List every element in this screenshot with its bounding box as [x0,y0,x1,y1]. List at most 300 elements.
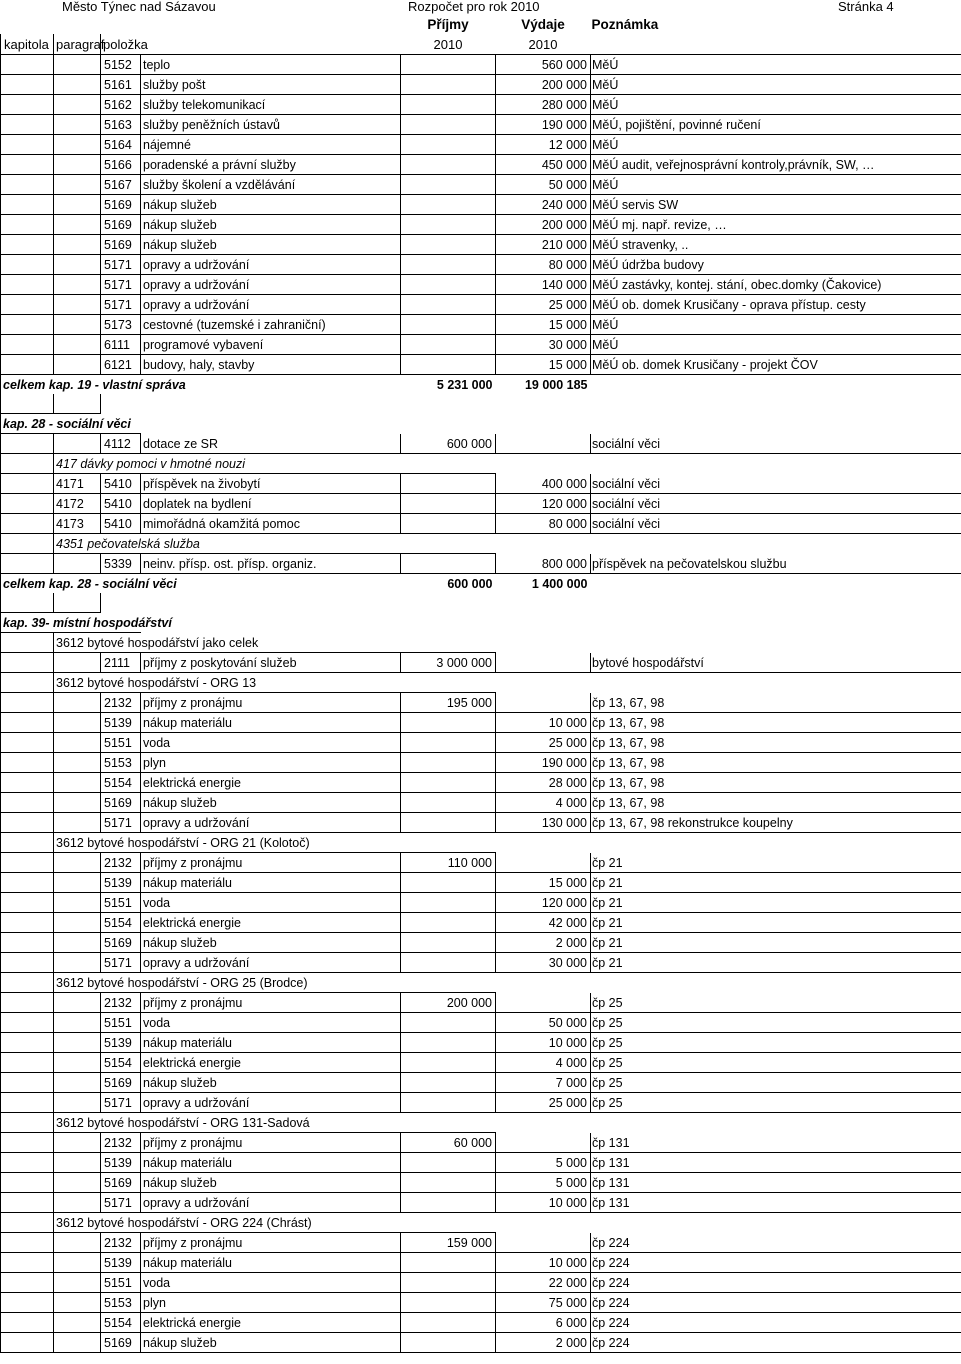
item-prijmy [401,733,496,753]
item-code: 5166 [101,155,141,175]
item-code: 5169 [101,793,141,813]
spacer-row [1,593,961,613]
item-code: 5154 [101,913,141,933]
item-vydaje: 7 000 [496,1073,591,1093]
item-code: 5171 [101,953,141,973]
item-note: čp 25 [591,1053,961,1073]
item-prijmy [401,215,496,235]
item-code: 4112 [101,434,141,454]
item-prijmy [401,494,496,514]
item-name: poradenské a právní služby [141,155,401,175]
item-vydaje: 25 000 [496,1093,591,1113]
item-prijmy [401,135,496,155]
item-name: nákup služeb [141,1073,401,1093]
item-vydaje: 6 000 [496,1313,591,1333]
item-code: 6121 [101,355,141,375]
item-code: 5151 [101,1273,141,1293]
table-row [1,1273,961,1293]
item-note: MěÚ ob. domek Krusičany - oprava přístup. cesty [591,295,961,315]
item-prijmy [401,115,496,135]
item-vydaje: 800 000 [496,554,591,574]
item-vydaje: 120 000 [496,893,591,913]
item-name: mimořádná okamžitá pomoc [141,514,401,534]
table-row [1,873,961,893]
item-prijmy [401,933,496,953]
table-row [1,753,961,773]
budget-title: Rozpočet pro rok 2010 [408,0,540,14]
item-note: čp 13, 67, 98 [591,773,961,793]
item-name: nákup služeb [141,215,401,235]
item-name: příjmy z pronájmu [141,993,401,1013]
item-name: příjmy z pronájmu [141,693,401,713]
table-row [1,1013,961,1033]
table-row [1,1253,961,1273]
item-prijmy: 159 000 [401,1233,496,1253]
item-name: opravy a udržování [141,813,401,833]
item-name: elektrická energie [141,913,401,933]
item-code: 5151 [101,733,141,753]
item-prijmy [401,355,496,375]
item-note: sociální věci [591,474,961,494]
item-vydaje: 210 000 [496,235,591,255]
item-code: 5171 [101,255,141,275]
table-row [1,135,961,155]
item-paragraph: 4171 [54,474,101,494]
item-name: neinv. přísp. ost. přísp. organiz. [141,554,401,574]
item-prijmy [401,953,496,973]
item-code: 5169 [101,235,141,255]
item-vydaje: 15 000 [496,873,591,893]
table-row [1,933,961,953]
table-row [1,993,961,1013]
chapter-total-row [1,574,961,594]
chapter-caption: kap. 39- místní hospodářství [1,613,141,633]
item-prijmy [401,175,496,195]
item-note: čp 131 [591,1193,961,1213]
total-vydaje: 19 000 185 [524,378,588,392]
item-name: nákup služeb [141,793,401,813]
item-prijmy [401,1173,496,1193]
item-code: 5139 [101,1033,141,1053]
item-prijmy [401,1013,496,1033]
table-row [1,434,961,454]
item-prijmy [401,793,496,813]
item-name: příjmy z pronájmu [141,853,401,873]
item-code: 2132 [101,993,141,1013]
table-row [1,853,961,873]
item-prijmy [401,1053,496,1073]
table-row [1,1173,961,1193]
item-prijmy [401,315,496,335]
item-prijmy [401,295,496,315]
item-prijmy [401,1253,496,1273]
item-prijmy: 195 000 [401,693,496,713]
item-vydaje: 10 000 [496,713,591,733]
item-code: 5171 [101,295,141,315]
item-vydaje [496,693,591,713]
item-name: voda [141,1273,401,1293]
item-prijmy [401,813,496,833]
item-code: 5339 [101,554,141,574]
table-row [1,1093,961,1113]
total-vydaje: 1 400 000 [531,577,588,591]
item-code: 6111 [101,335,141,355]
item-note: MěÚ údržba budovy [591,255,961,275]
table-row [1,335,961,355]
item-name: programové vybavení [141,335,401,355]
item-code: 2132 [101,693,141,713]
item-vydaje: 75 000 [496,1293,591,1313]
item-note: MěÚ, pojištění, povinné ručení [591,115,961,135]
item-note: čp 131 [591,1153,961,1173]
group-row [1,454,961,474]
table-row [1,953,961,973]
item-prijmy [401,913,496,933]
budget-table [0,14,961,1353]
table-row [1,893,961,913]
item-name: nájemné [141,135,401,155]
item-code: 5153 [101,753,141,773]
item-vydaje: 30 000 [496,953,591,973]
item-vydaje: 10 000 [496,1033,591,1053]
item-name: nákup materiálu [141,873,401,893]
item-note: čp 21 [591,933,961,953]
item-prijmy [401,1293,496,1313]
item-note: čp 13, 67, 98 [591,753,961,773]
item-code: 5161 [101,75,141,95]
item-vydaje: 5 000 [496,1173,591,1193]
item-vydaje: 15 000 [496,355,591,375]
item-code: 2132 [101,1133,141,1153]
item-paragraph: 4173 [54,514,101,534]
table-row [1,1233,961,1253]
item-prijmy [401,1333,496,1353]
item-name: voda [141,893,401,913]
item-code: 5169 [101,195,141,215]
item-note: sociální věci [591,514,961,534]
item-note: MěÚ [591,135,961,155]
col-header-vydaje: Výdaje [521,17,565,32]
header-row-2 [1,34,961,55]
item-name: cestovné (tuzemské i zahraniční) [141,315,401,335]
item-code: 5169 [101,1333,141,1353]
item-note: čp 131 [591,1173,961,1193]
item-vydaje: 28 000 [496,773,591,793]
group-row [1,833,961,853]
item-code: 5139 [101,1253,141,1273]
item-code: 5171 [101,813,141,833]
table-row [1,514,961,534]
item-code: 5151 [101,893,141,913]
table-row [1,75,961,95]
item-vydaje: 560 000 [496,55,591,75]
col-header-polozka: položka [101,34,401,55]
item-name: dotace ze SR [141,434,401,454]
item-name: služby peněžních ústavů [141,115,401,135]
item-code: 5171 [101,275,141,295]
item-note: MěÚ [591,175,961,195]
item-name: služby školení a vzdělávání [141,175,401,195]
item-vydaje [496,1133,591,1153]
item-name: elektrická energie [141,773,401,793]
item-note: MěÚ stravenky, .. [591,235,961,255]
item-name: nákup materiálu [141,1253,401,1273]
item-code: 5151 [101,1013,141,1033]
item-prijmy: 110 000 [401,853,496,873]
item-vydaje: 190 000 [496,753,591,773]
item-name: nákup služeb [141,1173,401,1193]
item-code: 5169 [101,215,141,235]
item-vydaje: 15 000 [496,315,591,335]
item-prijmy [401,75,496,95]
item-prijmy [401,753,496,773]
item-note: MěÚ [591,315,961,335]
group-row [1,534,961,554]
item-prijmy [401,1093,496,1113]
table-row [1,1153,961,1173]
group-label: 3612 bytové hospodářství - ORG 224 (Chrást) [54,1213,496,1233]
item-vydaje: 120 000 [496,494,591,514]
item-note: MěÚ zastávky, kontej. stání, obec.domky (Čakovice) [591,275,961,295]
item-code: 5410 [101,494,141,514]
table-row [1,1053,961,1073]
item-prijmy [401,335,496,355]
item-name: opravy a udržování [141,295,401,315]
item-name: opravy a udržování [141,953,401,973]
item-note: čp 25 [591,993,961,1013]
item-prijmy [401,195,496,215]
item-prijmy [401,1193,496,1213]
col-header-prijmy: Příjmy [427,17,469,32]
item-prijmy [401,275,496,295]
item-prijmy [401,1153,496,1173]
group-row [1,633,961,653]
town-name: Město Týnec nad Sázavou [62,0,216,14]
item-note: bytové hospodářství [591,653,961,673]
table-row [1,1313,961,1333]
item-name: nákup služeb [141,235,401,255]
group-row [1,1213,961,1233]
table-row [1,175,961,195]
item-name: nákup materiálu [141,1033,401,1053]
item-note: příspěvek na pečovatelskou službu [591,554,961,574]
item-prijmy [401,713,496,733]
item-vydaje: 50 000 [496,175,591,195]
item-code: 2132 [101,853,141,873]
table-row [1,1073,961,1093]
item-name: příspěvek na živobytí [141,474,401,494]
item-note: MěÚ [591,95,961,115]
table-row [1,653,961,673]
item-vydaje: 140 000 [496,275,591,295]
item-vydaje: 2 000 [496,1333,591,1353]
item-code: 5169 [101,1073,141,1093]
item-vydaje: 5 000 [496,1153,591,1173]
item-prijmy [401,155,496,175]
item-note: MěÚ ob. domek Krusičany - projekt ČOV [591,355,961,375]
item-code: 5410 [101,514,141,534]
item-paragraph: 4172 [54,494,101,514]
item-name: příjmy z poskytování služeb [141,653,401,673]
item-note: čp 224 [591,1233,961,1253]
item-vydaje: 2 000 [496,933,591,953]
item-vydaje: 50 000 [496,1013,591,1033]
item-name: služby telekomunikací [141,95,401,115]
item-prijmy [401,95,496,115]
chapter-caption-row [1,414,961,434]
item-name: opravy a udržování [141,255,401,275]
item-prijmy: 3 000 000 [401,653,496,673]
item-note: čp 224 [591,1293,961,1313]
item-name: služby pošt [141,75,401,95]
item-vydaje: 280 000 [496,95,591,115]
item-prijmy: 200 000 [401,993,496,1013]
table-row [1,1033,961,1053]
item-vydaje: 200 000 [496,215,591,235]
group-label: 3612 bytové hospodářství - ORG 21 (Kolotoč) [54,833,496,853]
chapter-caption-row [1,613,961,633]
item-code: 5163 [101,115,141,135]
item-note: MěÚ audit, veřejnosprávní kontroly,právník, SW, … [591,155,961,175]
item-code: 5171 [101,1193,141,1213]
item-note: čp 25 [591,1073,961,1093]
item-name: budovy, haly, stavby [141,355,401,375]
total-label: celkem kap. 19 - vlastní správa [1,375,401,395]
item-note: čp 21 [591,873,961,893]
col-header-poznamka: Poznámka [591,17,659,32]
item-name: elektrická energie [141,1053,401,1073]
item-code: 5139 [101,1153,141,1173]
item-note: čp 13, 67, 98 [591,693,961,713]
item-name: voda [141,733,401,753]
table-row [1,275,961,295]
group-label: 3612 bytové hospodářství - ORG 25 (Brodce) [54,973,496,993]
table-row [1,95,961,115]
table-row [1,1133,961,1153]
group-row [1,673,961,693]
item-name: opravy a udržování [141,1093,401,1113]
item-prijmy [401,773,496,793]
item-note: sociální věci [591,494,961,514]
table-row [1,1293,961,1313]
item-code: 5169 [101,1173,141,1193]
table-row [1,773,961,793]
item-code: 5169 [101,933,141,953]
item-vydaje [496,853,591,873]
total-prijmy: 600 000 [447,577,493,591]
item-vydaje: 10 000 [496,1253,591,1273]
table-row [1,554,961,574]
item-vydaje: 190 000 [496,115,591,135]
item-note: MěÚ [591,55,961,75]
page-header [0,0,960,14]
item-name: nákup materiálu [141,713,401,733]
item-name: příjmy z pronájmu [141,1133,401,1153]
item-prijmy [401,873,496,893]
table-row [1,355,961,375]
item-code: 5154 [101,773,141,793]
item-note: čp 21 [591,913,961,933]
item-name: voda [141,1013,401,1033]
item-name: doplatek na bydlení [141,494,401,514]
item-code: 5410 [101,474,141,494]
spacer-row [1,394,961,414]
item-name: nákup služeb [141,1333,401,1353]
col-header-paragraf: paragraf [54,34,101,55]
item-vydaje: 22 000 [496,1273,591,1293]
group-label: 3612 bytové hospodářství - ORG 131-Sadová [54,1113,496,1133]
item-vydaje: 30 000 [496,335,591,355]
item-vydaje: 240 000 [496,195,591,215]
group-row [1,1113,961,1133]
item-note: MěÚ servis SW [591,195,961,215]
item-vydaje: 4 000 [496,1053,591,1073]
item-code: 5162 [101,95,141,115]
item-name: opravy a udržování [141,275,401,295]
item-prijmy [401,1313,496,1333]
item-name: opravy a udržování [141,1193,401,1213]
item-code: 5173 [101,315,141,335]
table-row [1,913,961,933]
item-note: čp 21 [591,893,961,913]
item-note: čp 25 [591,1013,961,1033]
item-name: elektrická energie [141,1313,401,1333]
item-code: 5154 [101,1313,141,1333]
chapter-total-row [1,375,961,395]
item-vydaje: 4 000 [496,793,591,813]
item-prijmy: 60 000 [401,1133,496,1153]
item-prijmy [401,55,496,75]
item-code: 5139 [101,713,141,733]
item-vydaje: 130 000 [496,813,591,833]
item-name: plyn [141,753,401,773]
col-header-year-prijmy: 2010 [401,34,496,55]
item-name: nákup materiálu [141,1153,401,1173]
group-label: 4351 pečovatelská služba [54,534,496,554]
item-code: 5167 [101,175,141,195]
item-vydaje [496,1233,591,1253]
table-row [1,1333,961,1353]
table-row [1,713,961,733]
total-prijmy: 5 231 000 [436,378,493,392]
item-note: čp 13, 67, 98 [591,713,961,733]
col-header-kapitola: kapitola [1,34,54,55]
chapter-caption: kap. 28 - sociální věci [1,414,141,434]
table-row [1,474,961,494]
table-row [1,733,961,753]
item-note: čp 25 [591,1033,961,1053]
item-note: čp 224 [591,1313,961,1333]
item-prijmy [401,255,496,275]
item-note: čp 131 [591,1133,961,1153]
item-vydaje [496,993,591,1013]
item-prijmy [401,1273,496,1293]
table-row [1,315,961,335]
item-code: 5171 [101,1093,141,1113]
budget-rows [1,55,961,1353]
group-label: 417 dávky pomoci v hmotné nouzi [54,454,496,474]
item-vydaje [496,653,591,673]
item-note: čp 13, 67, 98 rekonstrukce koupelny [591,813,961,833]
table-row [1,115,961,135]
table-row [1,215,961,235]
table-row [1,494,961,514]
item-vydaje: 450 000 [496,155,591,175]
item-vydaje: 12 000 [496,135,591,155]
col-header-year-vydaje: 2010 [496,34,591,55]
item-vydaje: 42 000 [496,913,591,933]
table-row [1,195,961,215]
